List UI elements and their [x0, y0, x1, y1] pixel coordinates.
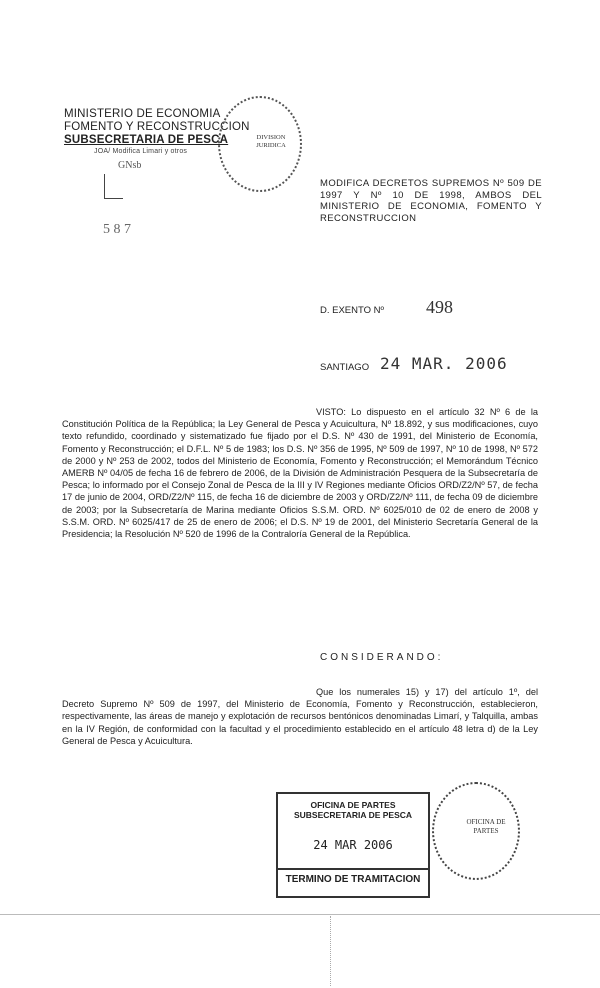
santiago-label: SANTIAGO — [320, 362, 370, 373]
considerando-heading: CONSIDERANDO: — [320, 652, 444, 663]
date-stamp: 24 MAR. 2006 — [380, 354, 508, 373]
exento-label: D. EXENTO Nº — [320, 305, 384, 316]
fold-mark — [330, 916, 331, 986]
decree-title: MODIFICA DECRETOS SUPREMOS Nº 509 DE 1997 Y Nº 10 DE 1998, AMBOS DEL MINISTERIO DE ECONOMIA, FOMENTO Y RECONSTRUCCION — [320, 178, 542, 224]
handwritten-initials: GNsb — [118, 160, 142, 171]
stamp-line-4: TERMINO DE TRAMITACION — [285, 874, 421, 885]
office-stamp-box — [276, 792, 430, 898]
ministry-line-2: FOMENTO Y RECONSTRUCCION — [64, 121, 250, 133]
seal-bottom-text: OFICINA DE PARTES — [466, 818, 506, 835]
handwritten-number: 5 8 7 — [103, 222, 131, 237]
ministry-line-4: JOA/ Modifica Limari y otros — [94, 148, 188, 155]
stamp-date: 24 MAR 2006 — [313, 838, 393, 852]
division-seal-stamp — [218, 96, 302, 192]
stamp-line-1: OFICINA DE PARTES — [310, 800, 396, 810]
ministry-line-3: SUBSECRETARIA DE PESCA — [64, 134, 229, 146]
office-seal-stamp — [432, 782, 520, 880]
stamp-divider — [278, 868, 428, 870]
considerando-paragraph: Que los numerales 15) y 17) del artículo 1º, del Decreto Supremo Nº 509 de 1997, del Ministerio de Economía, Fomento y Reconstrucción, establecieron, respectivamente, las áreas de manejo y explotación de recursos bentónicos denominadas Limarí, y Talquilla, ambas en la IV Región, de conformidad con la facultad y el procedimiento establecido en el artículo 48 letra d) de la Ley General de Pesca y Acuicultura. — [62, 687, 538, 746]
visto-paragraph: VISTO: Lo dispuesto en el artículo 32 Nº 6 de la Constitución Política de la República; la Ley General de Pesca y Acuicultura, Nº 18.892, y sus modificaciones, cuyo texto refundido, coordinado y sistematizado fue fijado por el D.S. Nº 430 de 1991, del Ministerio de Economía, Fomento y Reconstrucción; el D.F.L. Nº 5 de 1983; los D.S. Nº 356 de 1995, Nº 509 de 1997, Nº 10 de 1998, Nº 572 de 2000 y Nº 253 de 2002, todos del Ministerio de Economía, Fomento y Reconstrucción; el Memorándum Técnico AMERB Nº 04/05 de fecha 16 de febrero de 2006, de la División de Administración Pesquera de la Subsecretaría de Pesca; lo informado por el Consejo Zonal de Pesca de la III y IV Regiones mediante Oficios ORD/Z2/Nº 57, de fecha 17 de junio de 2004, ORD/Z2/Nº 115, de fecha 16 de diciembre de 2003 y ORD/Z2/Nº 111, de fecha 09 de diciembre de 2003; por la Subsecretaría de Marina mediante Oficios S.S.M. ORD. Nº 6025/010 de 02 de enero de 2008 y S.S.M. ORD. Nº 6025/417 de 25 de enero de 2006; el D.S. Nº 19 de 2001, del Ministerio Secretaría General de la Presidencia; la Resolución Nº 520 de 1996 de la Contraloría General de la República. — [62, 407, 538, 540]
stamp-line-2: SUBSECRETARIA DE PESCA — [293, 810, 413, 820]
seal-text: DIVISION JURIDICA — [256, 134, 286, 149]
ministry-line-1: MINISTERIO DE ECONOMIA — [64, 108, 221, 120]
exento-number: 498 — [426, 297, 453, 317]
page-divider — [0, 914, 600, 915]
handwritten-mark — [104, 174, 123, 199]
